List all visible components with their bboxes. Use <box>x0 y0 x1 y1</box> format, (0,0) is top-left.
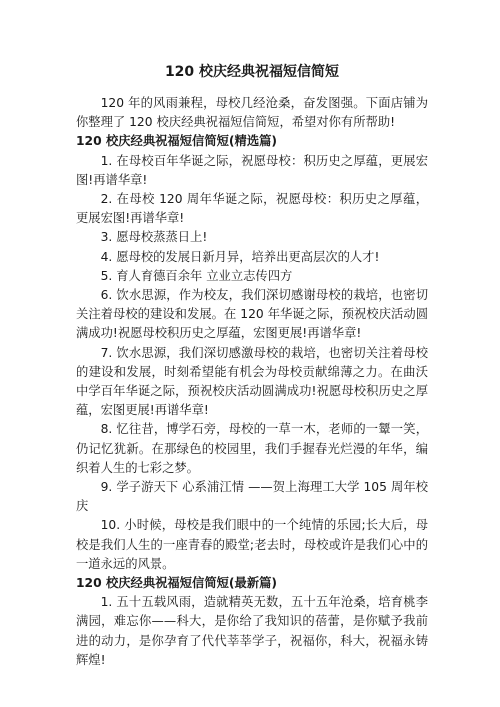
section-heading-latest: 120 校庆经典祝福短信简短(最新篇) <box>76 576 278 591</box>
intro-paragraph: 120 年的风雨兼程，母校几经沧桑，奋发图强。下面店铺为你整理了 120 校庆经典祝福短信简短，希望对你有所帮助! <box>76 96 428 130</box>
list-item: 5. 育人育德百余年 立业立志传四方 <box>100 268 293 283</box>
list-item: 4. 愿母校的发展日新月异，培养出更高层次的人才! <box>100 249 380 264</box>
list-item: 10. 小时候，母校是我们眼中的一个纯情的乐园;长大后，母校是我们人生的一座青春的殿堂;老去时，母校或许是我们心中的一道永远的风景。 <box>76 518 428 571</box>
section-selected <box>76 132 428 574</box>
list-item: 1. 在母校百年华诞之际，祝愿母校：积历史之厚蕴，更展宏图!再谱华章! <box>76 153 428 187</box>
list-item: 6. 饮水思源，作为校友，我们深切感谢母校的栽培，也密切关注着母校的建设和发展。在 120 年华诞之际，预祝校庆活动圆满成功!祝愿母校积历史之厚蕴，宏图更展!再谱华章! <box>76 288 428 341</box>
section-latest <box>76 574 428 670</box>
list-item: 3. 愿母校蒸蒸日上! <box>100 230 208 245</box>
list-item: 9. 学子游天下 心系浦江情 ——贺上海理工大学 105 周年校庆 <box>76 480 428 514</box>
document-title: 120 校庆经典祝福短信简短 <box>164 64 340 80</box>
section-heading-selected: 120 校庆经典祝福短信简短(精选篇) <box>76 134 278 149</box>
list-item: 2. 在母校 120 周年华诞之际，祝愿母校：积历史之厚蕴，更展宏图!再谱华章! <box>76 192 428 226</box>
list-item: 1. 五十五载风雨，造就精英无数，五十五年沧桑，培育桃李满园，难忘你——科大，是你给了我知识的蓓蕾，是你赋予我前进的动力，是你孕育了代代莘莘学子，祝福你，科大，祝福永铸辉煌! <box>76 595 428 667</box>
list-item: 8. 忆往昔，博学石旁，母校的一草一木，老师的一颦一笑，仍记忆犹新。在那绿色的校园里，我们手握春光烂漫的年华，编织着人生的七彩之梦。 <box>76 422 428 475</box>
list-item: 7. 饮水思源，我们深切感激母校的栽培，也密切关注着母校的建设和发展，时刻希望能有机会为母校贡献绵薄之力。在曲沃中学百年华诞之际，预祝校庆活动圆满成功!祝愿母校积历史之厚蕴，宏图更展!再谱华章! <box>76 345 428 418</box>
